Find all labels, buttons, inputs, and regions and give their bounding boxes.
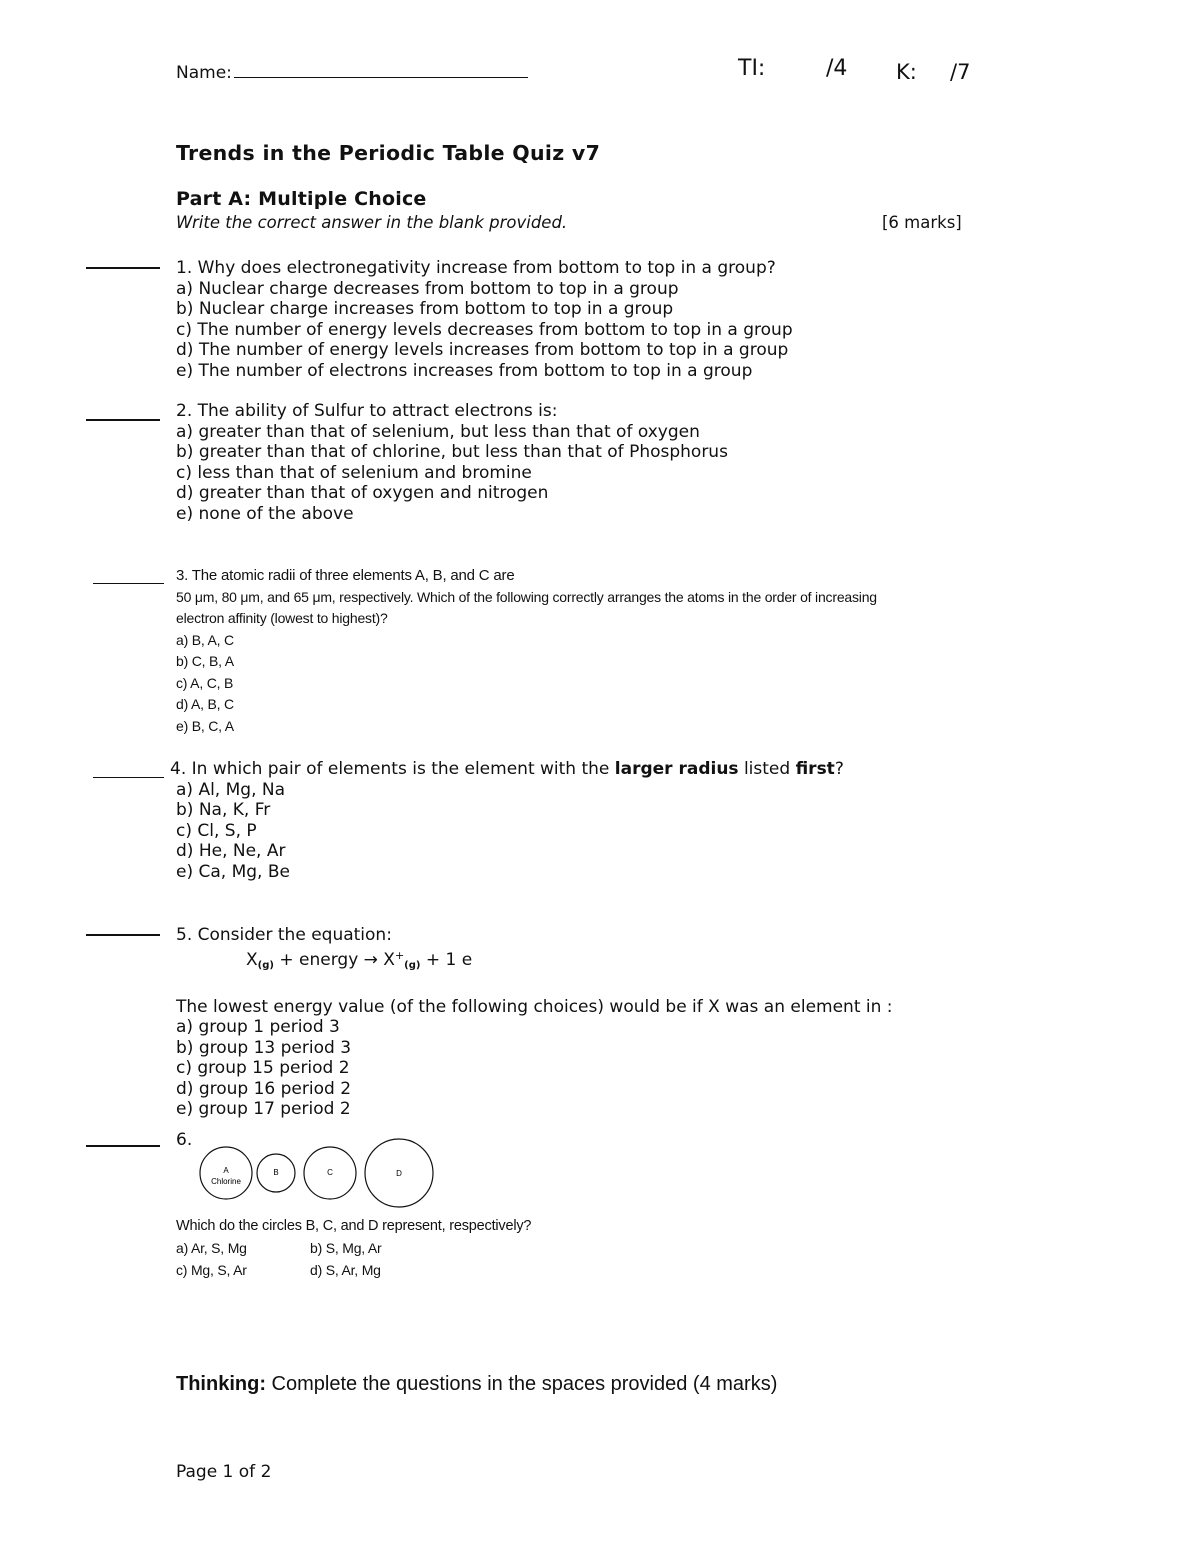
name-blank[interactable] [234, 61, 528, 78]
eq-charge: + [394, 948, 405, 962]
name-field-row [176, 61, 528, 83]
name-label: Name: [176, 63, 232, 83]
circle-d-label: D [396, 1169, 402, 1178]
option: a) group 1 period 3 [176, 1017, 340, 1037]
option: a) B, A, C [176, 631, 234, 648]
question-4 [170, 759, 844, 882]
option: c) Cl, S, P [176, 820, 257, 841]
question-5 [176, 925, 893, 1120]
stem-text: 4. In which pair of elements is the element with the [170, 759, 615, 779]
option: a) greater than that of selenium, but less than that of oxygen [176, 421, 700, 442]
eq-element: X [246, 949, 258, 970]
stem-line-3: electron affinity (lowest to highest)? [176, 610, 388, 626]
thinking-heading [176, 1373, 777, 1396]
circle-a-label: A [223, 1166, 229, 1175]
atomic-radius-circles [196, 1130, 438, 1212]
option: e) The number of electrons increases from bottom to top in a group [176, 360, 753, 381]
answer-blank-q5[interactable] [86, 934, 160, 936]
thinking-label: Thinking: [176, 1373, 266, 1395]
question-6-text: Which do the circles B, C, and D represent, respectively? [176, 1218, 532, 1234]
question-2 [176, 401, 728, 524]
eq-state: (g) [404, 959, 421, 971]
thinking-text: Complete the questions in the spaces provided (4 marks) [265, 1373, 778, 1395]
option: e) none of the above [176, 503, 354, 524]
option: b) C, B, A [176, 653, 234, 669]
eq-text: + 1 e [420, 949, 473, 970]
question-text: The lowest energy value (of the following choices) would be if X was an element in : [176, 996, 893, 1017]
question-stem: 1. Why does electronegativity increase from bottom to top in a group? [176, 258, 776, 278]
option: d) S, Ar, Mg [310, 1262, 381, 1278]
option: e) Ca, Mg, Be [176, 861, 290, 882]
answer-blank-q6[interactable] [86, 1145, 160, 1147]
option: c) The number of energy levels decreases from bottom to top in a group [176, 319, 793, 340]
eq-text: + energy → X [273, 949, 395, 970]
part-a-marks: [6 marks] [882, 213, 962, 232]
option: d) group 16 period 2 [176, 1078, 352, 1099]
question-stem [170, 759, 844, 780]
option: d) He, Ne, Ar [176, 841, 286, 861]
option: a) Al, Mg, Na [176, 779, 286, 800]
question-stem: 2. The ability of Sulfur to attract electrons is: [176, 401, 558, 421]
answer-blank-q3[interactable] [93, 583, 164, 584]
ti-label: TI: [738, 56, 766, 81]
answer-blank-q2[interactable] [86, 419, 160, 421]
ti-total: /4 [826, 56, 848, 81]
part-a-instruction: Write the correct answer in the blank provided. [176, 213, 568, 232]
stem-line-2: 50 μm, 80 μm, and 65 μm, respectively. Which of the following correctly arranges the atoms in the order of increasing [176, 588, 877, 605]
option: e) B, C, A [176, 717, 234, 734]
stem-line-1: 3. The atomic radii of three elements A, B, and C are [176, 567, 515, 584]
option: b) Nuclear charge increases from bottom to top in a group [176, 299, 674, 319]
page-footer: Page 1 of 2 [176, 1462, 272, 1482]
option: c) group 15 period 2 [176, 1058, 350, 1078]
answer-blank-q4[interactable] [93, 777, 164, 778]
option: b) Na, K, Fr [176, 800, 271, 820]
stem-emphasis: first [795, 759, 835, 779]
option: c) less than that of selenium and bromine [176, 462, 532, 483]
option: b) S, Mg, Ar [310, 1240, 382, 1256]
circle-c-label: C [327, 1168, 333, 1177]
stem-emphasis: larger radius [614, 759, 739, 779]
option: c) A, C, B [176, 674, 234, 691]
option: b) group 13 period 3 [176, 1037, 352, 1058]
eq-state: (g) [257, 959, 274, 971]
question-6-number: 6. [176, 1130, 193, 1150]
k-total: /7 [950, 60, 971, 84]
option: e) group 17 period 2 [176, 1099, 351, 1119]
question-1 [176, 258, 793, 381]
question-stem: 5. Consider the equation: [176, 925, 392, 945]
question-stem [176, 565, 877, 587]
option: a) Ar, S, Mg [176, 1240, 247, 1256]
option: a) Nuclear charge decreases from bottom to top in a group [176, 278, 679, 299]
circle-b-label: B [273, 1168, 279, 1177]
option: d) A, B, C [176, 696, 234, 712]
ionization-equation [246, 946, 893, 977]
circle-a-sublabel: Chlorine [211, 1177, 241, 1186]
stem-text: ? [834, 759, 844, 779]
answer-blank-q1[interactable] [86, 267, 160, 269]
option: d) The number of energy levels increases from bottom to top in a group [176, 340, 789, 360]
option: d) greater than that of oxygen and nitrogen [176, 483, 549, 503]
option: c) Mg, S, Ar [176, 1262, 247, 1278]
part-a-heading: Part A: Multiple Choice [176, 188, 427, 210]
page-title: Trends in the Periodic Table Quiz v7 [176, 141, 601, 165]
question-3 [176, 565, 877, 737]
option: b) greater than that of chlorine, but less than that of Phosphorus [176, 442, 728, 462]
k-label: K: [896, 60, 917, 84]
stem-text: listed [738, 759, 796, 779]
